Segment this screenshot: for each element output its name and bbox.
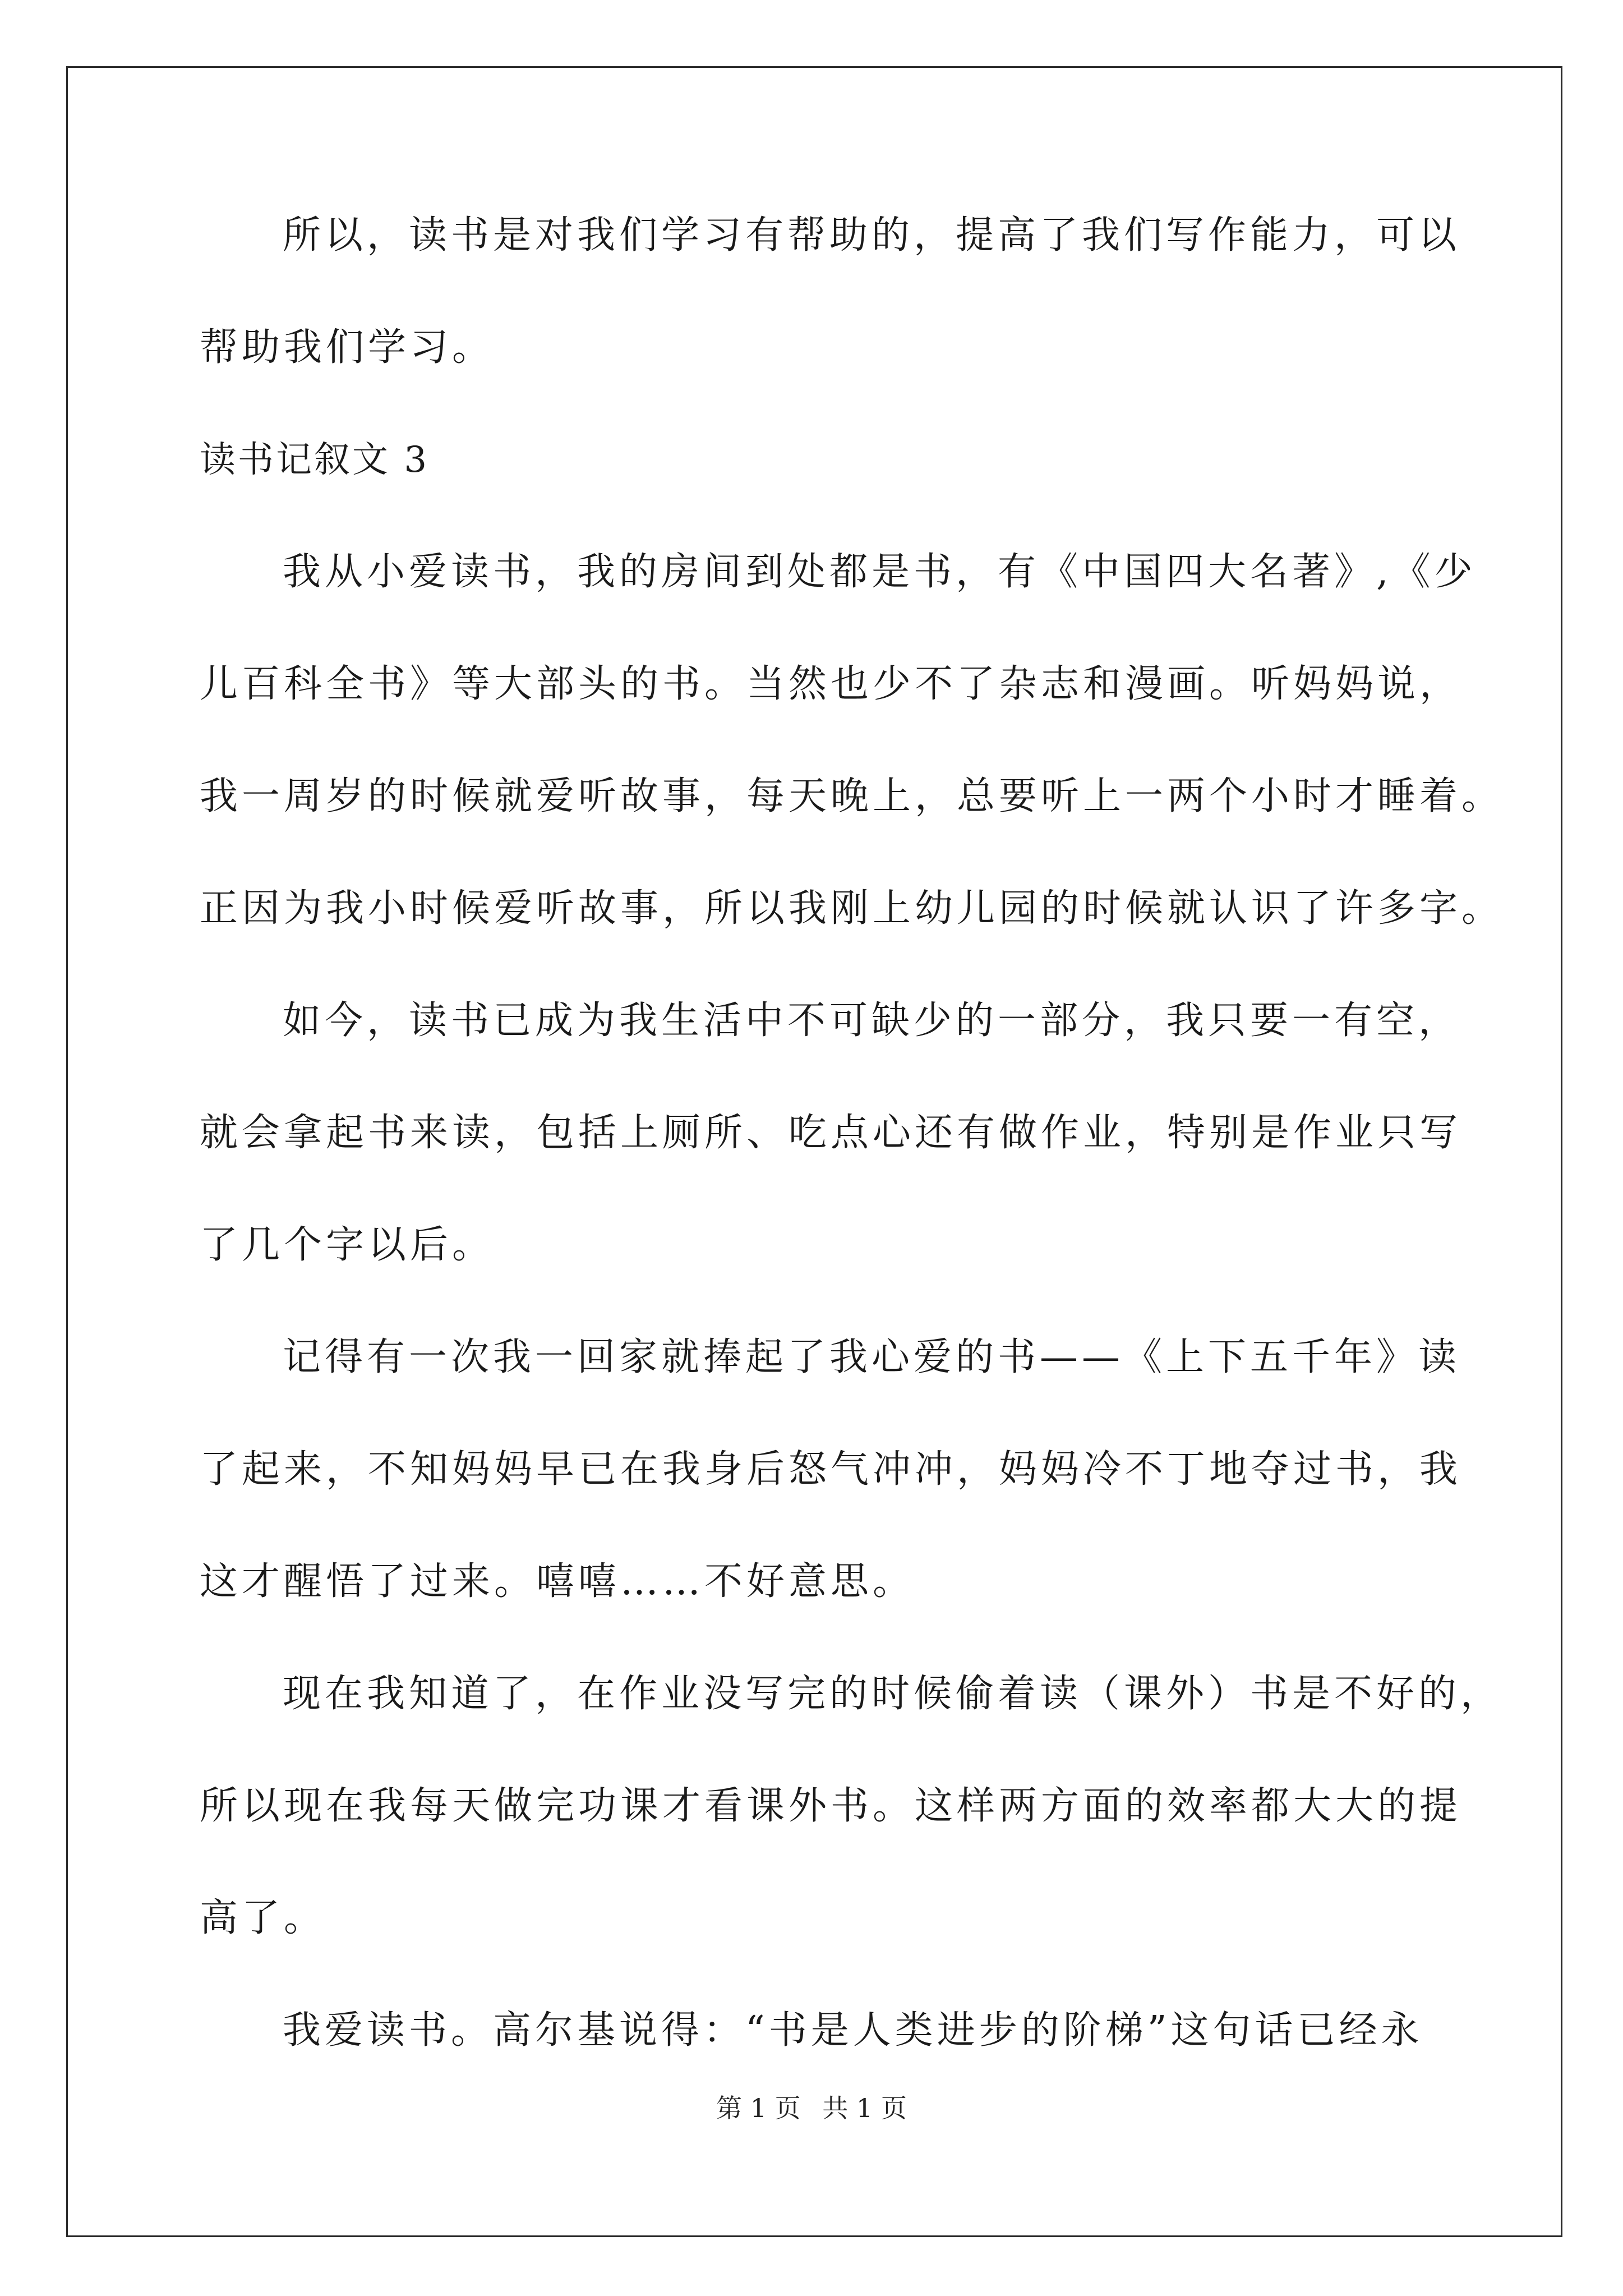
paragraph-line: 就会拿起书来读，包括上厕所、吃点心还有做作业，特别是作业只写: [200, 1111, 1462, 1155]
paragraph-line: 现在我知道了，在作业没写完的时候偷着读（课外）书是不好的，: [283, 1672, 1503, 1716]
paragraph-line: 帮助我们学习。: [200, 325, 495, 370]
page-total: 共 1 页: [822, 2093, 907, 2123]
paragraph-line: 记得有一次我一回家就捧起了我心爱的书——《上下五千年》读: [283, 1335, 1461, 1379]
paragraph-line: 了几个字以后。: [200, 1223, 495, 1267]
paragraph-line: 我从小爱读书，我的房间到处都是书，有《中国四大名著》,《少: [283, 550, 1477, 594]
paragraph-line: 正因为我小时候爱听故事，所以我刚上幼儿园的时候就认识了许多字。: [200, 886, 1504, 931]
page-footer: [0, 2091, 1623, 2125]
section-heading: 读书记叙文 3: [200, 439, 430, 481]
paragraph-line: 高了。: [200, 1896, 326, 1940]
page-number: 第 1 页: [716, 2093, 801, 2123]
paragraph-line: 儿百科全书》等大部头的书。当然也少不了杂志和漫画。听妈妈说，: [200, 662, 1462, 706]
paragraph-line: 所以，读书是对我们学习有帮助的，提高了我们写作能力，可以: [283, 213, 1461, 257]
paragraph-line: 我一周岁的时候就爱听故事，每天晚上，总要听上一两个小时才睡着。: [200, 774, 1504, 818]
paragraph-line: 了起来，不知妈妈早已在我身后怒气冲冲，妈妈冷不丁地夺过书，我: [200, 1447, 1462, 1492]
paragraph-line: 这才醒悟了过来。嘻嘻……不好意思。: [200, 1559, 915, 1604]
paragraph-line: 如今，读书已成为我生活中不可缺少的一部分，我只要一有空，: [283, 999, 1461, 1043]
paragraph-line: 所以现在我每天做完功课才看课外书。这样两方面的效率都大大的提: [200, 1784, 1462, 1828]
paragraph-line: 我爱读书。高尔基说得：“书是人类进步的阶梯”这句话已经永: [283, 2008, 1423, 2053]
